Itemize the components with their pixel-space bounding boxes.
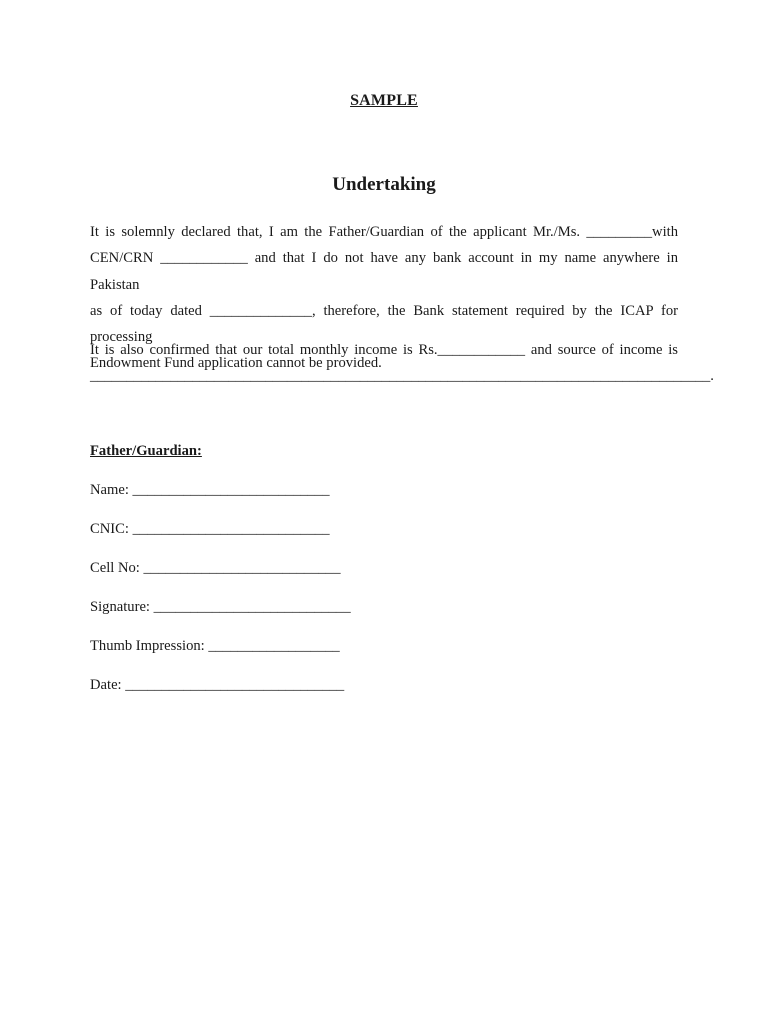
guardian-date-field: Date: ______________________________ <box>90 677 345 693</box>
declaration-line-3: as of today dated ______________, therefore, the Bank statement required by the ICAP for processing <box>90 302 678 346</box>
income-line-2: _____________________________________________________________________________________. <box>90 368 714 385</box>
document-title: Undertaking <box>332 174 436 195</box>
guardian-thumb-field: Thumb Impression: __________________ <box>90 638 340 654</box>
declaration-line-1: It is solemnly declared that, I am the Father/Guardian of the applicant Mr./Ms. _________with <box>90 224 678 240</box>
guardian-cell-field: Cell No: ___________________________ <box>90 560 341 576</box>
guardian-cnic-field: CNIC: ___________________________ <box>90 521 330 537</box>
guardian-heading: Father/Guardian: <box>90 443 202 459</box>
declaration-line-4: Endowment Fund application cannot be provided. <box>90 355 382 372</box>
guardian-name-field: Name: ___________________________ <box>90 482 330 498</box>
sample-label: SAMPLE <box>350 92 418 109</box>
guardian-signature-field: Signature: ___________________________ <box>90 599 351 615</box>
declaration-line-2: CEN/CRN ____________ and that I do not have any bank account in my name anywhere in Pakistan <box>90 250 678 293</box>
income-paragraph <box>90 337 714 390</box>
income-line-1: It is also confirmed that our total monthly income is Rs.____________ and source of income is <box>90 342 678 358</box>
